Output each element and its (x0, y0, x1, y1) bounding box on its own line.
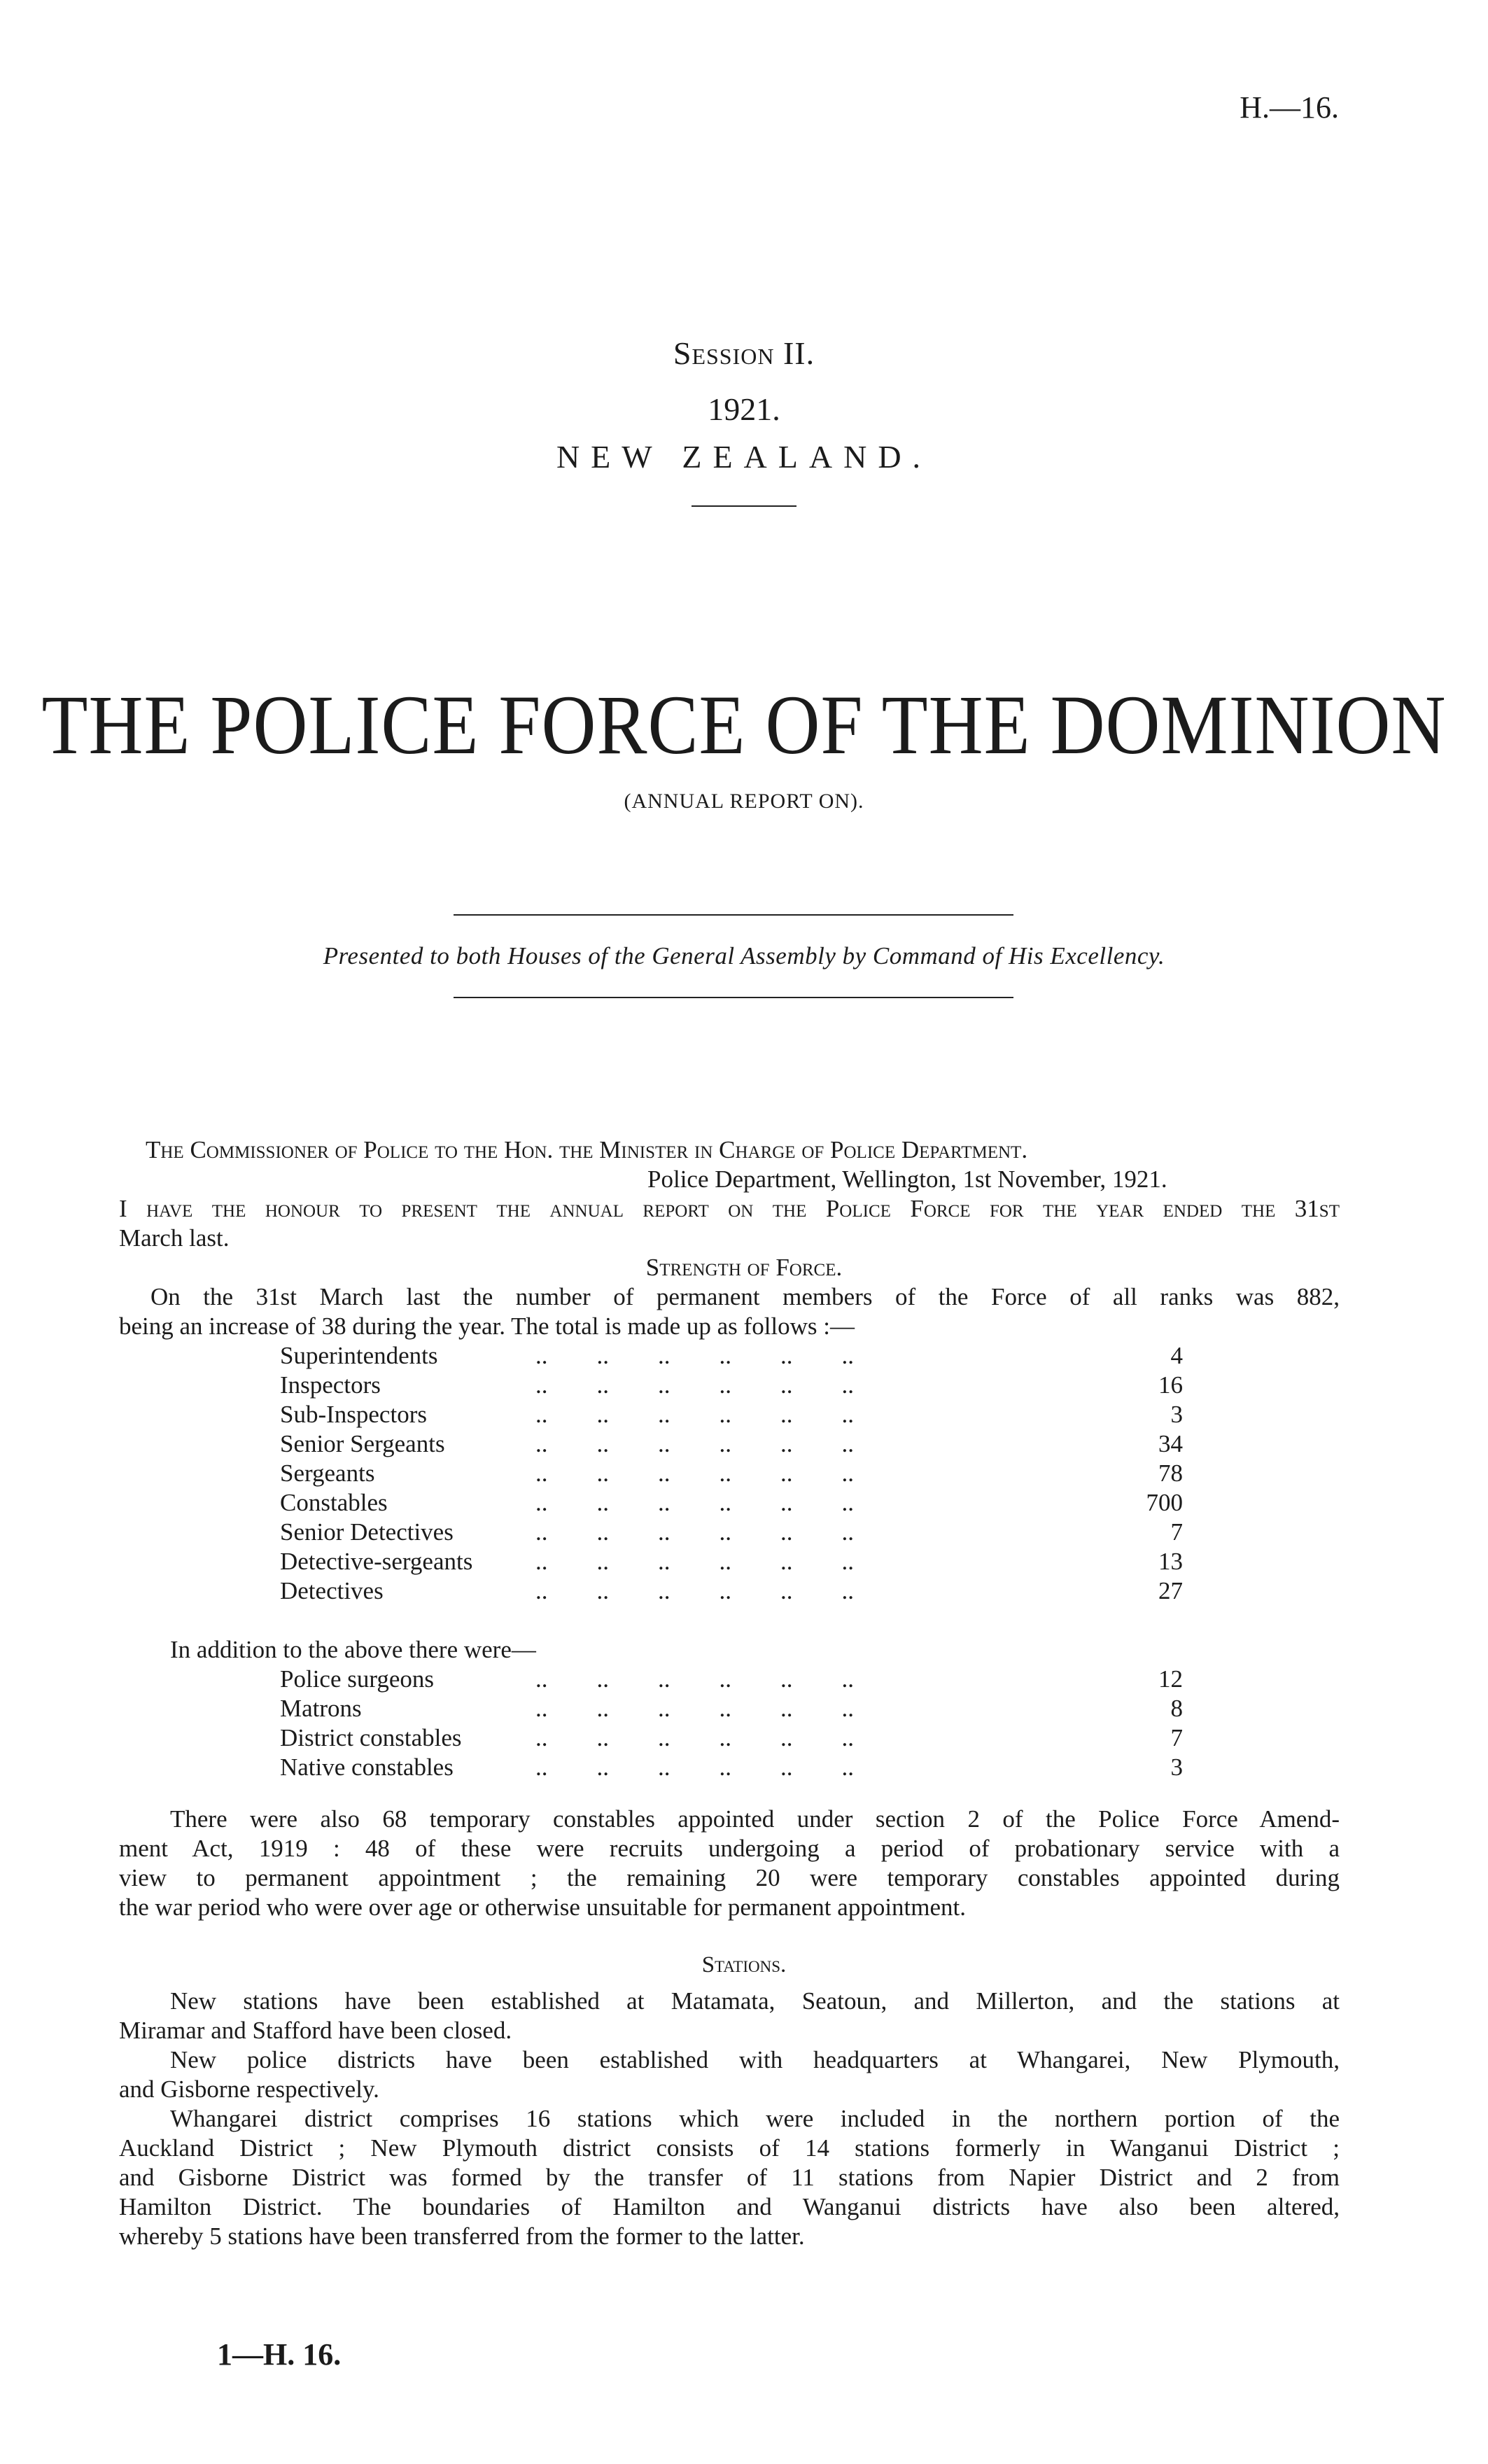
temporary-line4: the war period who were over age or otherwise unsuitable for permanent appointment. (119, 1893, 966, 1921)
rank-label: Constables (280, 1489, 388, 1516)
leader-dots: .. .. .. .. .. .. (535, 1518, 854, 1546)
rank-label: Superintendents (280, 1342, 438, 1369)
stations-p1-line1: New stations have been established at Matamata, Seatoun, and Millerton, and the stations at (170, 1987, 1340, 2015)
leader-dots: .. .. .. .. .. .. (535, 1577, 854, 1604)
stations-p2-line1: New police districts have been established with headquarters at Whangarei, New Plymouth, (170, 2046, 1340, 2073)
stations-p3-line5: whereby 5 stations have been transferred from the former to the latter. (119, 2222, 805, 2250)
additional-row (280, 1665, 1183, 1694)
rank-label: Senior Detectives (280, 1518, 454, 1546)
stations-p2-line2: and Gisborne respectively. (119, 2076, 379, 2103)
temporary-line3: view to permanent appointment ; the remaining 20 were temporary constables appointed during (119, 1864, 1340, 1891)
rank-row (280, 1518, 1183, 1547)
strength-intro-line1: On the 31st March last the number of permanent members of the Force of all ranks was 882, (150, 1283, 1340, 1310)
divider-short (692, 505, 796, 507)
rank-row (280, 1371, 1183, 1400)
year-line: 1921. (708, 391, 780, 427)
stations-heading: Stations. (701, 1952, 787, 1977)
stations-p3-line2: Auckland District ; New Plymouth district consists of 14 stations formerly in Wanganui District ; (119, 2134, 1340, 2162)
leader-dots: .. .. .. .. .. .. (535, 1371, 854, 1399)
letter-opening-line2: March last. (119, 1224, 230, 1252)
leader-dots: .. .. .. .. .. .. (535, 1342, 854, 1369)
rank-label: Sergeants (280, 1460, 375, 1487)
temporary-line2: ment Act, 1919 : 48 of these were recruits undergoing a period of probationary service with a (119, 1835, 1340, 1862)
rank-value: 16 (1158, 1371, 1183, 1399)
leader-dots: .. .. .. .. .. .. (535, 1460, 854, 1487)
additional-value: 3 (1170, 1754, 1183, 1781)
stations-p3-line3: and Gisborne District was formed by the transfer of 11 stations from Napier District and 2 from (119, 2164, 1340, 2191)
rank-value: 4 (1170, 1342, 1183, 1369)
addition-intro: In addition to the above there were— (170, 1636, 536, 1663)
rank-label: Senior Sergeants (280, 1430, 445, 1457)
additional-value: 12 (1158, 1665, 1183, 1693)
rank-label: Inspectors (280, 1371, 381, 1399)
additional-value: 7 (1170, 1724, 1183, 1751)
footer-code: 1—H. 16. (217, 2337, 342, 2372)
rank-value: 27 (1158, 1577, 1183, 1604)
rank-value: 3 (1170, 1401, 1183, 1428)
stations-p3-line4: Hamilton District. The boundaries of Hamilton and Wanganui districts have also been altered, (119, 2193, 1340, 2220)
divider-top (454, 914, 1013, 916)
rank-row (280, 1488, 1183, 1518)
letter-place-date: Police Department, Wellington, 1st November, 1921. (647, 1166, 1167, 1193)
leader-dots: .. .. .. .. .. .. (535, 1401, 854, 1428)
rank-row (280, 1547, 1183, 1576)
divider-bottom (454, 997, 1013, 998)
rank-value: 700 (1146, 1489, 1183, 1516)
letter-opening-line1 (119, 1194, 1340, 1224)
leader-dots: .. .. .. .. .. .. (535, 1754, 854, 1781)
rank-label: Detectives (280, 1577, 384, 1604)
presented-line: Presented to both Houses of the General Assembly by Command of His Excellency. (323, 942, 1165, 969)
strength-intro-line2: being an increase of 38 during the year. The total is made up as follows :— (119, 1312, 855, 1340)
strength-heading: Strength of Force. (645, 1254, 843, 1281)
letter-from-line: The Commissioner of Police to the Hon. the Minister in Charge of Police Department. (146, 1136, 1028, 1163)
rank-row (280, 1429, 1183, 1459)
rank-row (280, 1341, 1183, 1371)
opening-text-1: I have the honour to present the annual report on the Police Force for the year ended the 31st (119, 1195, 1340, 1222)
additional-value: 8 (1170, 1695, 1183, 1722)
leader-dots: .. .. .. .. .. .. (535, 1489, 854, 1516)
rank-value: 34 (1158, 1430, 1183, 1457)
leader-dots: .. .. .. .. .. .. (535, 1665, 854, 1693)
additional-label: Native constables (280, 1754, 454, 1781)
additional-row (280, 1753, 1183, 1782)
additional-label: Matrons (280, 1695, 362, 1722)
report-title: THE POLICE FORCE OF THE DOMINION (41, 678, 1447, 773)
additional-row (280, 1694, 1183, 1723)
additional-label: District constables (280, 1724, 462, 1751)
rank-value: 78 (1158, 1460, 1183, 1487)
leader-dots: .. .. .. .. .. .. (535, 1724, 854, 1751)
country-line: NEW ZEALAND. (556, 439, 932, 475)
additional-row (280, 1723, 1183, 1753)
leader-dots: .. .. .. .. .. .. (535, 1430, 854, 1457)
rank-value: 13 (1158, 1548, 1183, 1575)
page-code: H.—16. (1240, 90, 1339, 125)
rank-row (280, 1459, 1183, 1488)
leader-dots: .. .. .. .. .. .. (535, 1548, 854, 1575)
rank-label: Detective-sergeants (280, 1548, 473, 1575)
stations-p3-line1: Whangarei district comprises 16 stations which were included in the northern portion of the (170, 2105, 1340, 2132)
additional-label: Police surgeons (280, 1665, 435, 1693)
leader-dots: .. .. .. .. .. .. (535, 1695, 854, 1722)
rank-row (280, 1400, 1183, 1429)
session-line: Session II. (673, 335, 815, 371)
stations-p1-line2: Miramar and Stafford have been closed. (119, 2017, 512, 2044)
rank-row (280, 1576, 1183, 1606)
rank-label: Sub-Inspectors (280, 1401, 427, 1428)
temporary-line1: There were also 68 temporary constables appointed under section 2 of the Police Force Amend- (170, 1805, 1340, 1833)
rank-value: 7 (1170, 1518, 1183, 1546)
report-subtitle: (ANNUAL REPORT ON). (624, 790, 864, 813)
